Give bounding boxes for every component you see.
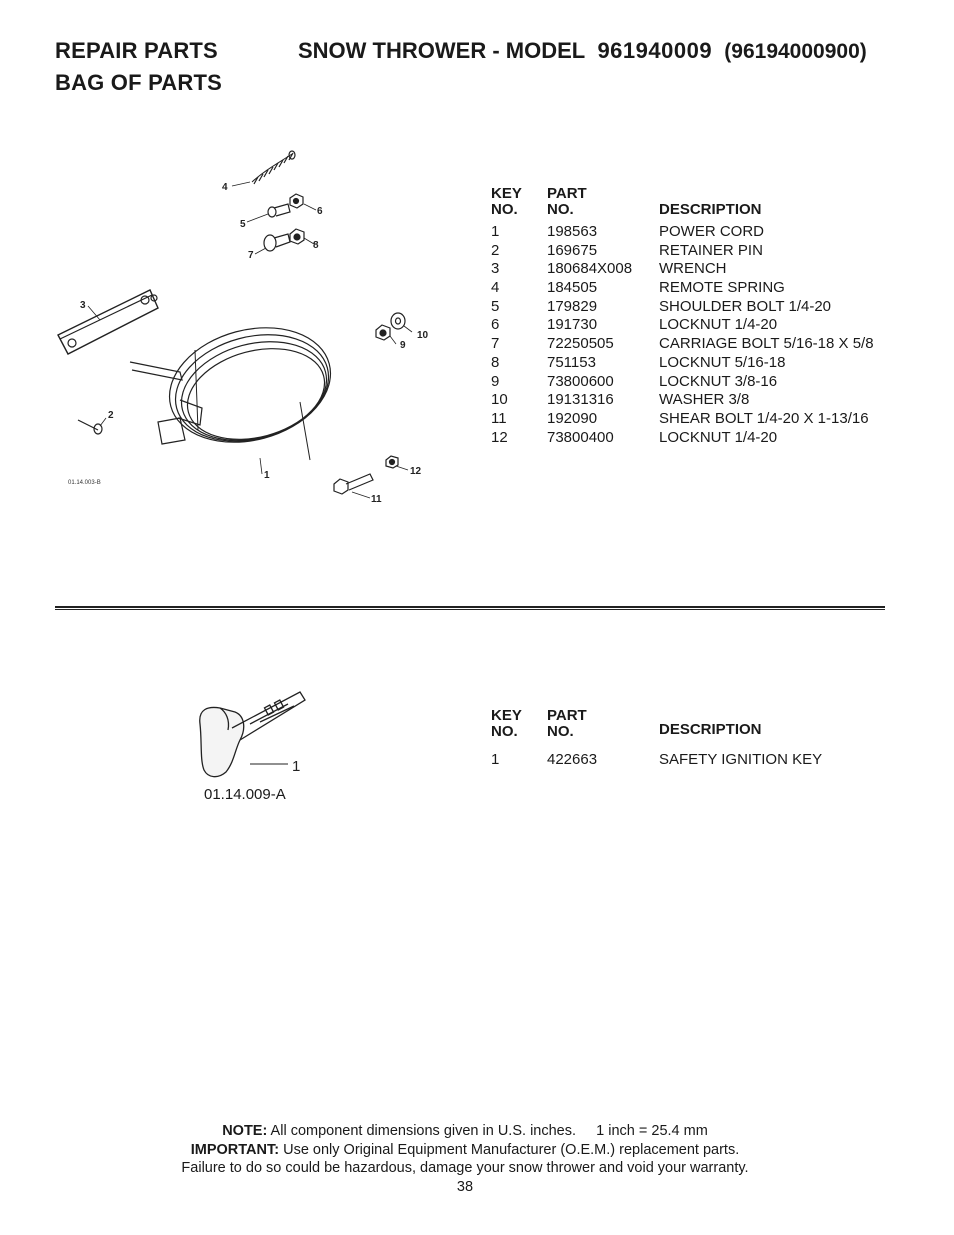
part-header-line1: PART [547, 185, 587, 202]
description-cell: RETAINER PIN [659, 241, 763, 259]
part-number-cell: 73800400 [547, 428, 614, 446]
shoulder-bolt-part [268, 204, 290, 217]
washer-part [391, 313, 405, 329]
key-cell: 7 [491, 335, 500, 353]
table-row [491, 279, 891, 298]
key-header-line2: NO. [491, 201, 518, 218]
table-row [491, 391, 891, 410]
part-header-line2: NO. [547, 723, 574, 740]
section-title: REPAIR PARTS [55, 38, 218, 63]
callout-9: 9 [400, 340, 406, 351]
description-cell: WASHER 3/8 [659, 391, 750, 409]
power-cord-part [130, 311, 343, 460]
important-label: IMPORTANT: [190, 1141, 280, 1158]
description-cell: LOCKNUT 1/4-20 [659, 316, 778, 334]
part-number-cell: 198563 [547, 223, 598, 240]
table-header-2 [491, 708, 891, 744]
key-cell: 1 [491, 751, 500, 768]
part-number-cell: 19131316 [547, 391, 614, 409]
key-parts-table [491, 708, 891, 770]
footer-important [0, 1141, 930, 1160]
key-header-line1: KEY [491, 707, 522, 724]
key-cell: 12 [491, 428, 508, 446]
description-cell: SHOULDER BOLT 1/4-20 [659, 297, 832, 315]
key-header-line2: NO. [491, 723, 518, 740]
model-number: 961940009 [597, 38, 713, 63]
table-row [491, 410, 891, 429]
key-cell: 9 [491, 372, 500, 390]
title-prefix: SNOW THROWER - MODEL [298, 38, 586, 63]
description-cell: CARRIAGE BOLT 5/16-18 X 5/8 [659, 335, 874, 353]
callout-8: 8 [313, 240, 319, 251]
bag-of-parts-diagram [40, 140, 460, 510]
callout-6: 6 [317, 206, 323, 217]
callout-10: 10 [417, 330, 429, 341]
key-header-line1: KEY [491, 185, 522, 202]
description-cell: LOCKNUT 5/16-18 [659, 353, 786, 371]
key-cell: 4 [491, 279, 500, 297]
conversion-text: 1 inch = 25.4 mm [596, 1123, 708, 1139]
table-row [491, 335, 891, 354]
important-text: Use only Original Equipment Manufacturer (O.E.M.) replacement parts. [283, 1141, 740, 1158]
part-number-cell: 191730 [547, 316, 598, 334]
description-cell: LOCKNUT 3/8-16 [659, 372, 778, 390]
part-header-line2: NO. [547, 201, 574, 218]
part-number-cell: 184505 [547, 279, 598, 297]
description-cell: LOCKNUT 1/4-20 [659, 428, 778, 446]
footer-note [0, 1122, 930, 1141]
table-row [491, 298, 891, 317]
description-cell: POWER CORD [659, 223, 764, 240]
callout-12: 12 [410, 466, 422, 477]
part-number-cell: 422663 [547, 751, 598, 768]
locknut-part-8 [290, 229, 304, 244]
part-number-cell: 192090 [547, 409, 598, 427]
description-cell: SAFETY IGNITION KEY [659, 751, 823, 768]
subsection-title: BAG OF PARTS [55, 70, 222, 95]
table-row [491, 316, 891, 335]
key-parts-rows [491, 751, 891, 770]
note-label: NOTE: [222, 1123, 268, 1139]
retainer-pin-part [78, 420, 102, 434]
table-row [491, 223, 891, 242]
key-callout-1: 1 [292, 758, 301, 775]
key-cell: 11 [491, 409, 507, 427]
model-alt-number: (96194000900) [724, 40, 867, 63]
key-cell: 8 [491, 353, 500, 371]
part-number-cell: 179829 [547, 297, 598, 315]
section-divider [55, 606, 885, 610]
note-text: All component dimensions given in U.S. inches. [270, 1123, 577, 1139]
description-header: DESCRIPTION [659, 721, 762, 738]
part-number-cell: 169675 [547, 241, 598, 259]
part-number-cell: 72250505 [547, 335, 614, 353]
table-row [491, 260, 891, 279]
callout-4: 4 [222, 182, 228, 193]
callout-2: 2 [108, 410, 114, 421]
callout-3: 3 [80, 300, 86, 311]
description-cell: REMOTE SPRING [659, 279, 785, 297]
part-number-cell: 73800600 [547, 372, 614, 390]
table-row [491, 354, 891, 373]
description-cell: SHEAR BOLT 1/4-20 X 1-13/16 [659, 409, 869, 427]
bag-parts-table [491, 186, 891, 447]
part-header-line1: PART [547, 707, 587, 724]
key-cell: 10 [491, 391, 508, 409]
callout-5: 5 [240, 219, 246, 230]
page-footer [0, 1122, 930, 1196]
safety-key-diagram [190, 684, 320, 784]
bag-parts-rows [491, 223, 891, 447]
footer-warning: Failure to do so could be hazardous, damage your snow thrower and void your warranty. [181, 1160, 749, 1176]
table-row [491, 373, 891, 392]
key-cell: 1 [491, 223, 500, 240]
carriage-bolt-part [264, 234, 290, 251]
remote-spring-part [252, 151, 295, 184]
diagram-code-1: 01.14.003-B [68, 480, 101, 486]
shear-bolt-part [334, 474, 373, 494]
callout-1: 1 [264, 470, 270, 481]
locknut-part-9 [376, 325, 390, 340]
table-row [491, 429, 891, 448]
locknut-part-6 [290, 194, 303, 208]
page-number: 38 [456, 1178, 474, 1195]
part-number-cell: 180684X008 [547, 260, 633, 278]
description-header: DESCRIPTION [659, 201, 762, 218]
key-cell: 2 [491, 241, 500, 259]
wrench-part [58, 290, 158, 354]
diagram-code-2: 01.14.009-A [204, 786, 286, 803]
key-cell: 5 [491, 297, 500, 315]
table-header [491, 186, 891, 222]
table-row [491, 242, 891, 261]
key-cell: 6 [491, 316, 500, 334]
part-number-cell: 751153 [547, 353, 596, 371]
description-cell: WRENCH [659, 260, 727, 278]
page-title [298, 38, 867, 64]
callout-7: 7 [248, 250, 254, 261]
callout-11: 11 [371, 494, 382, 505]
table-row [491, 751, 891, 770]
key-cell: 3 [491, 260, 500, 278]
